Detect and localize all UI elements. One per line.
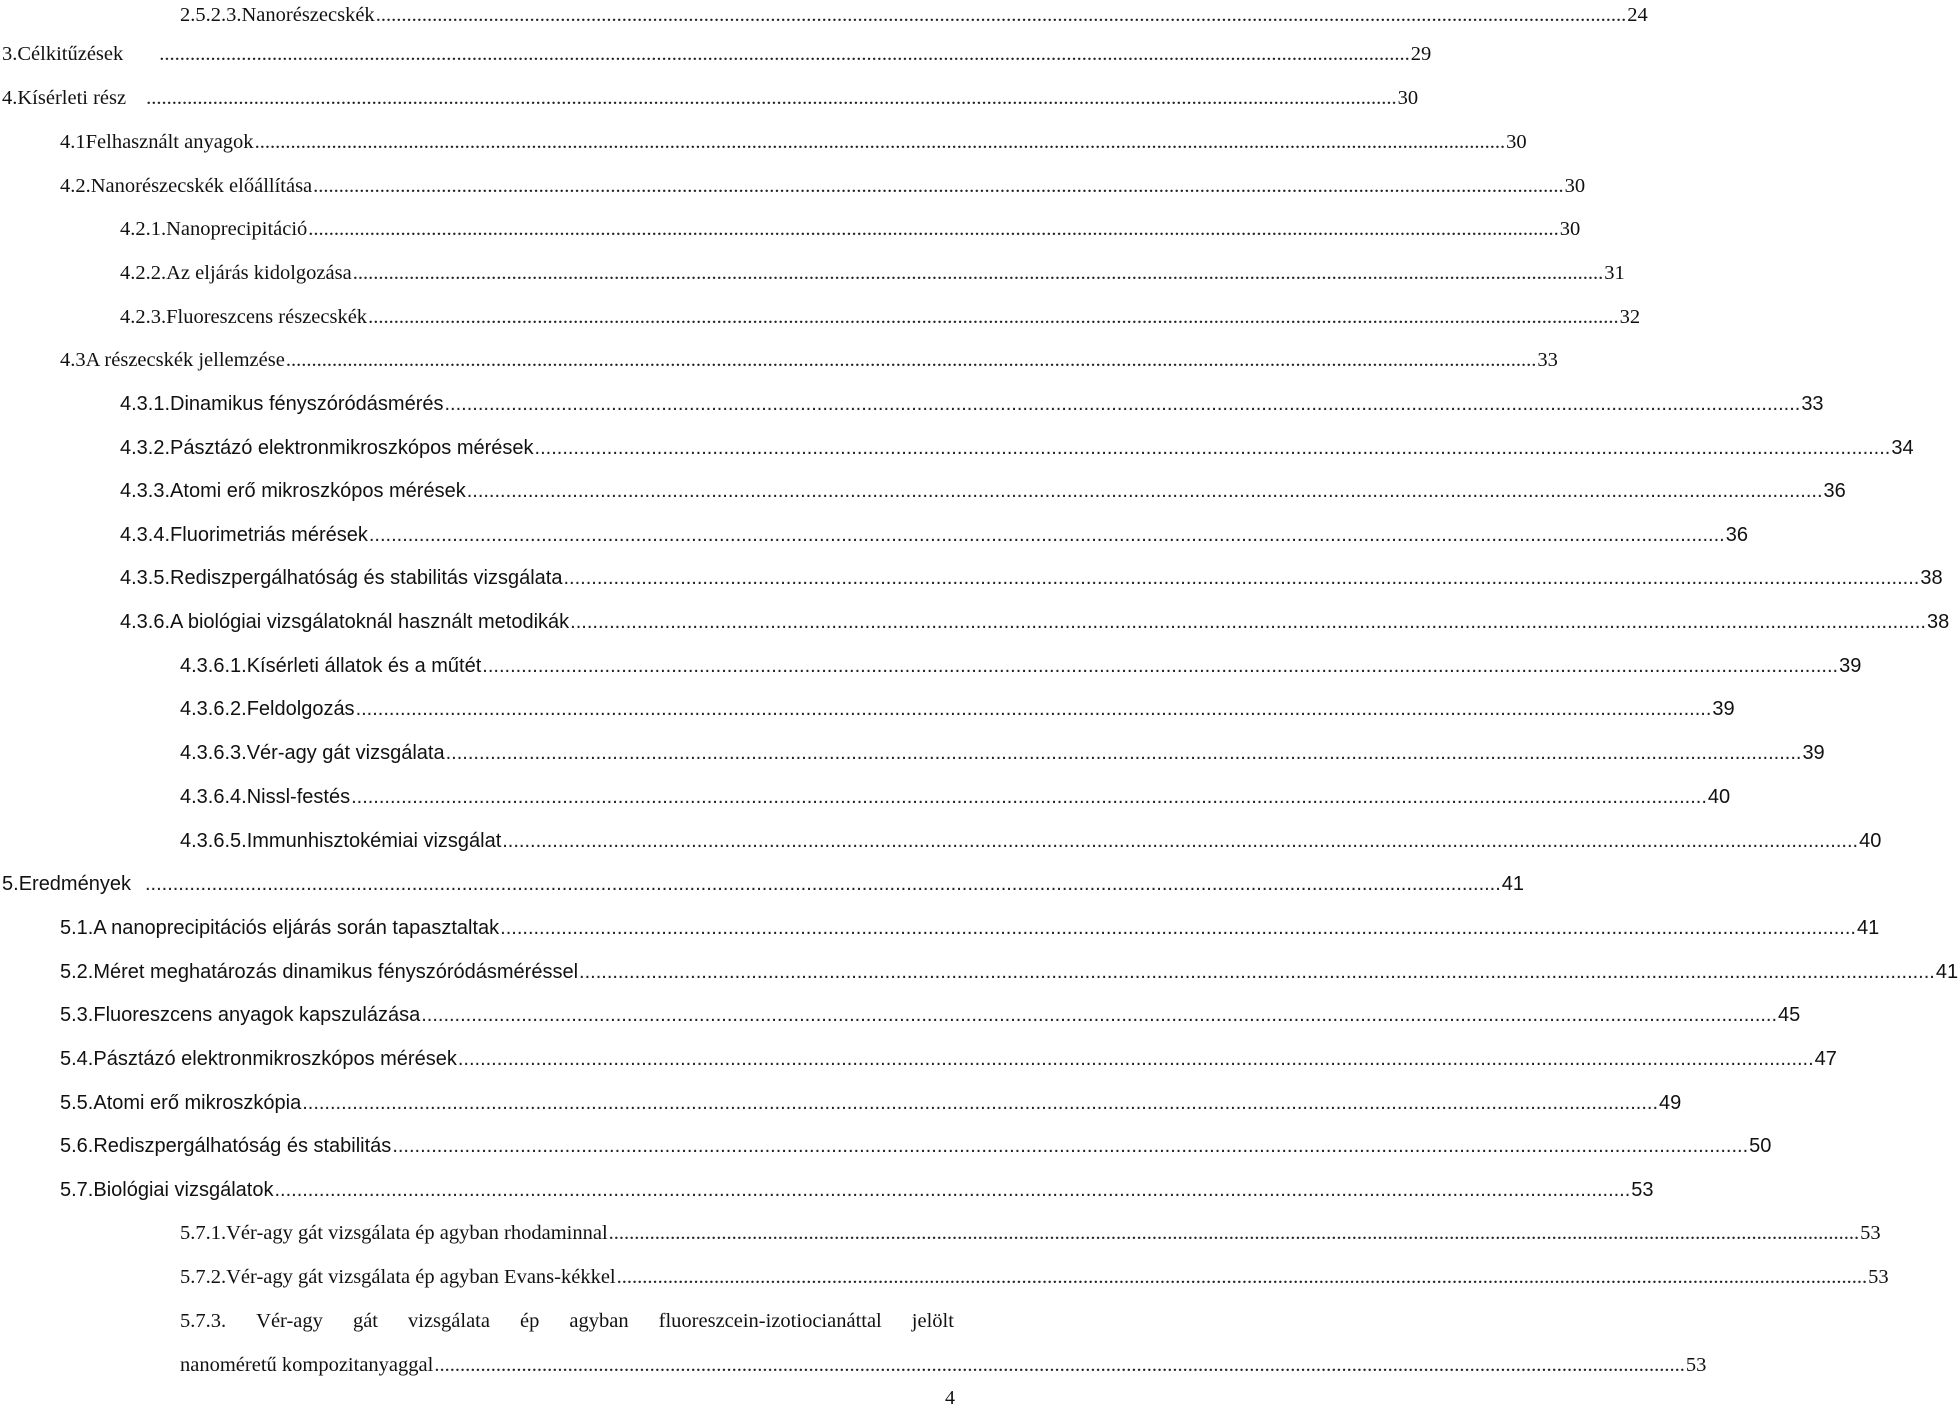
toc-entry[interactable]: 4.3.6.1. Kísérleti állatok és a műtét ..... 39: [180, 651, 922, 681]
dot-leader: [535, 433, 1891, 463]
toc-entry[interactable]: 4.2.1. Nanoprecipitáció ..... 30: [120, 214, 922, 244]
dot-leader: [392, 1131, 1748, 1161]
toc-entry[interactable]: 4.1 Felhasznált anyagok ..... 30: [60, 127, 922, 157]
dot-leader: [434, 1350, 1685, 1380]
toc-entry[interactable]: 5.3. Fluoreszcens anyagok kapszulázása ..... 45: [60, 1000, 922, 1030]
dot-leader: [351, 782, 1707, 812]
toc-entry[interactable]: 5.6. Rediszpergálhatóság és stabilitás ..... 50: [60, 1131, 922, 1161]
dot-leader: [145, 869, 1501, 899]
dot-leader: [368, 302, 1619, 332]
dot-leader: [502, 826, 1858, 856]
dot-leader: [444, 389, 1800, 419]
dot-leader: [302, 1088, 1658, 1118]
dot-leader: [482, 651, 1838, 681]
toc-entry[interactable]: 4.3.6. A biológiai vizsgálatoknál használt metodikák ..... 38: [120, 607, 922, 637]
toc-entry[interactable]: 4.3.3. Atomi erő mikroszkópos mérések ..... 36: [120, 476, 922, 506]
toc-entry[interactable]: 4.2. Nanorészecskék előállítása ..... 30: [60, 171, 922, 201]
dot-leader: [356, 694, 1712, 724]
toc-entry[interactable]: 5.4. Pásztázó elektronmikroszkópos mérések ..... 47: [60, 1044, 922, 1074]
toc-entry[interactable]: 4.3.1. Dinamikus fényszóródásmérés ..... 33: [120, 389, 922, 419]
dot-leader: [308, 214, 1559, 244]
toc-entry[interactable]: 4.3.2. Pásztázó elektronmikroszkópos mérések ..... 34: [120, 433, 922, 463]
toc-entry[interactable]: 4.3.6.5. Immunhisztokémiai vizsgálat ..... 40: [180, 826, 922, 856]
toc-entry[interactable]: 5.7.2. Vér-agy gát vizsgálata ép agyban Evans-kékkel ..... 53: [180, 1262, 922, 1292]
dot-leader: [274, 1175, 1630, 1205]
toc-entry[interactable]: 4.3.4. Fluorimetriás mérések ..... 36: [120, 520, 922, 550]
toc-entry[interactable]: 5.7.1. Vér-agy gát vizsgálata ép agyban rhodaminnal ..... 53: [180, 1218, 922, 1248]
toc-entry[interactable]: 5.2. Méret meghatározás dinamikus fényszóródásméréssel ..... 41: [60, 957, 922, 987]
dot-leader: [313, 171, 1564, 201]
toc-entry[interactable]: 4. Kísérleti rész ..... 30: [2, 83, 922, 113]
toc-entry-multiline[interactable]: 5.7.3. Vér-agy gát vizsgálata ép agyban fluoreszcein-izotiocianáttal jelölt: [180, 1310, 954, 1332]
toc-entry[interactable]: 5.7. Biológiai vizsgálatok ..... 53: [60, 1175, 922, 1205]
toc-entry[interactable]: 5. Eredmények ..... 41: [2, 869, 922, 899]
dot-leader: [609, 1218, 1860, 1248]
dot-leader: [570, 607, 1926, 637]
dot-leader: [421, 1000, 1777, 1030]
dot-leader: [458, 1044, 1814, 1074]
dot-leader: [369, 520, 1725, 550]
toc-entry[interactable]: 5.1. A nanoprecipitációs eljárás során tapasztaltak ..... 41: [60, 913, 922, 943]
dot-leader: [353, 258, 1604, 288]
dot-leader: [446, 738, 1802, 768]
dot-leader: [500, 913, 1856, 943]
toc-entry[interactable]: 3. Célkitűzések ..... 29: [2, 39, 922, 69]
toc-entry[interactable]: 4.2.3. Fluoreszcens részecskék ..... 32: [120, 302, 922, 332]
dot-leader: [617, 1262, 1868, 1292]
dot-leader: [579, 957, 1935, 987]
toc-entry[interactable]: 4.2.2. Az eljárás kidolgozása ..... 31: [120, 258, 922, 288]
toc-entry[interactable]: 5.5. Atomi erő mikroszkópia ..... 49: [60, 1088, 922, 1118]
dot-leader: [286, 345, 1537, 375]
toc-entry[interactable]: 2.5.2.3. Nanorészecskék ..... 24: [180, 0, 922, 30]
toc-entry-continuation[interactable]: nanoméretű kompozitanyaggal ..... 53: [180, 1350, 922, 1380]
dot-leader: [146, 83, 1397, 113]
dot-leader: [467, 476, 1823, 506]
dot-leader: [376, 0, 1627, 30]
dot-leader: [255, 127, 1506, 157]
dot-leader: [564, 563, 1920, 593]
toc-entry[interactable]: 4.3.6.3. Vér-agy gát vizsgálata ..... 39: [180, 738, 922, 768]
toc-entry[interactable]: 4.3 A részecskék jellemzése ..... 33: [60, 345, 922, 375]
toc-entry[interactable]: 4.3.6.4. Nissl-festés ..... 40: [180, 782, 922, 812]
dot-leader: [159, 39, 1410, 69]
page-number: 4: [945, 1387, 955, 1409]
toc-entry[interactable]: 4.3.6.2. Feldolgozás ..... 39: [180, 694, 922, 724]
toc-entry[interactable]: 4.3.5. Rediszpergálhatóság és stabilitás vizsgálata ..... 38: [120, 563, 922, 593]
